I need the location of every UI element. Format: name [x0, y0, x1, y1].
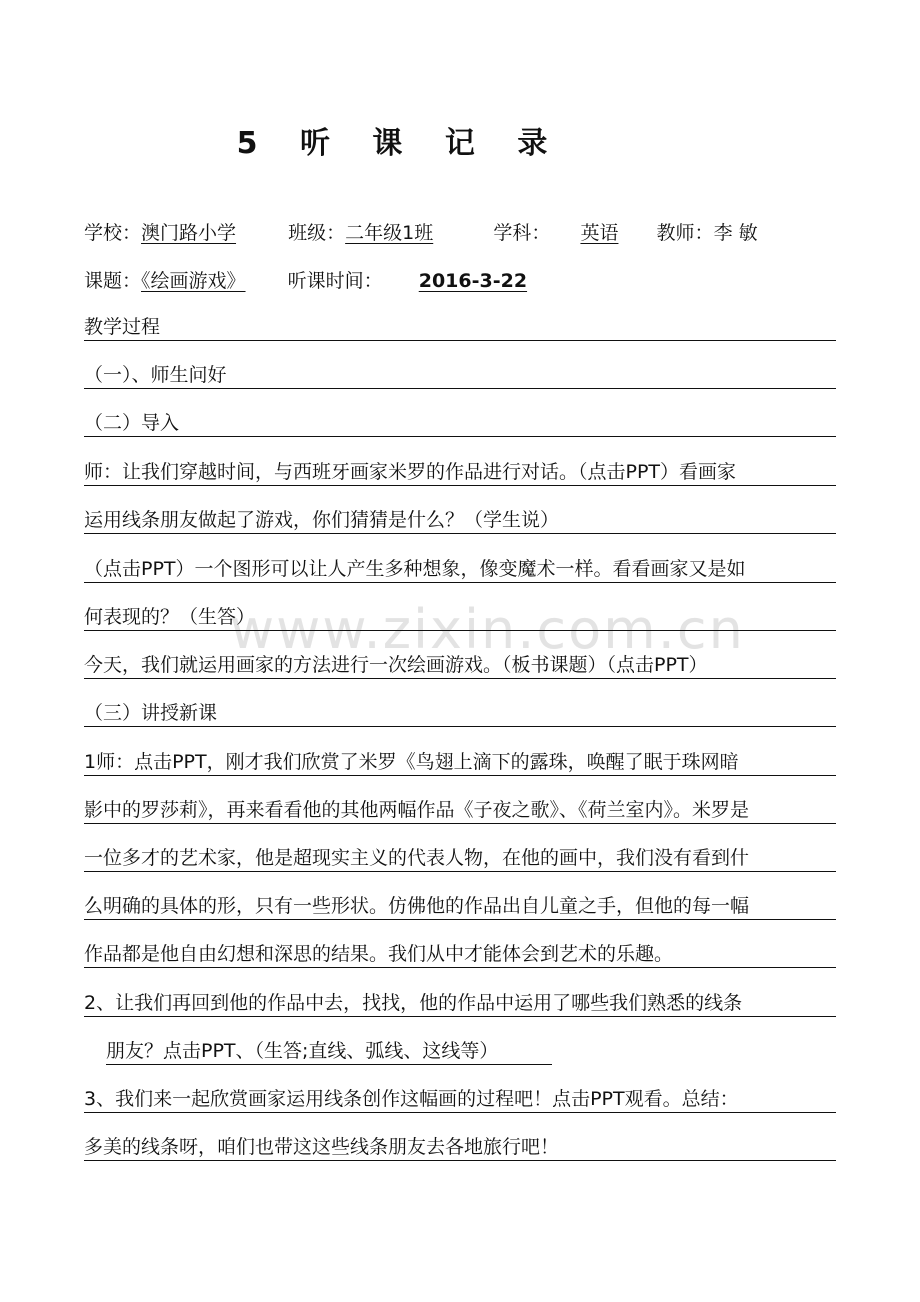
school-label: 学校：	[84, 222, 142, 244]
body-line: 么明确的具体的形，只有一些形状。仿佛他的作品出自儿童之手，但他的每一幅	[84, 893, 836, 920]
body-line: 1师：点击PPT，刚才我们欣赏了米罗《鸟翅上滴下的露珠，唤醒了眠于珠网暗	[84, 749, 836, 776]
time-label: 听课时间：	[287, 270, 383, 292]
class-label: 班级：	[288, 222, 346, 244]
body-line: 何表现的？（生答）	[84, 604, 836, 631]
body-line: 2、让我们再回到他的作品中去，找找，他的作品中运用了哪些我们熟悉的线条	[84, 990, 836, 1017]
body-line: 一位多才的艺术家，他是超现实主义的代表人物，在他的画中，我们没有看到什	[84, 845, 836, 872]
header-row-1	[84, 220, 836, 246]
body-line: （二）导入	[84, 410, 836, 437]
body-line: （点击PPT）一个图形可以让人产生多种想象，像变魔术一样。看看画家又是如	[84, 556, 836, 583]
body-line: 运用线条朋友做起了游戏，你们猜猜是什么？（学生说）	[84, 507, 836, 534]
class-value: 二年级1班	[345, 222, 434, 244]
subject-value: 英语	[580, 222, 619, 244]
school-value: 澳门路小学	[141, 222, 237, 244]
page-title: 5 听 课 记 录	[236, 126, 564, 161]
topic-value: 《绘画游戏》	[141, 270, 246, 292]
body-line: 3、我们来一起欣赏画家运用线条创作这幅画的过程吧！点击PPT观看。总结：	[84, 1086, 836, 1113]
body-line: 教学过程	[84, 314, 836, 341]
body-line: 影中的罗莎莉》，再来看看他的其他两幅作品《子夜之歌》、《荷兰室内》。米罗是	[84, 797, 836, 824]
header-row-2	[84, 268, 836, 294]
body-line: 多美的线条呀，咱们也带这这些线条朋友去各地旅行吧！	[84, 1134, 836, 1161]
teacher-label: 教师：	[656, 222, 714, 244]
teacher-value: 李 敏	[713, 222, 758, 244]
body-line: （一）、师生问好	[84, 362, 836, 389]
body-line: 今天，我们就运用画家的方法进行一次绘画游戏。（板书课题）（点击PPT）	[84, 652, 836, 679]
body-line: （三）讲授新课	[84, 700, 836, 727]
body-line: 师：让我们穿越时间，与西班牙画家米罗的作品进行对话。（点击PPT）看画家	[84, 459, 836, 486]
watermark: www.zixin.com.cn	[230, 598, 745, 661]
body-line: 作品都是他自由幻想和深思的结果。我们从中才能体会到艺术的乐趣。	[84, 941, 836, 968]
topic-label: 课题：	[84, 270, 142, 292]
time-value: 2016-3-22	[418, 270, 528, 292]
body-line: 朋友？点击PPT、（生答;直线、弧线、这线等）	[106, 1038, 552, 1065]
subject-label: 学科：	[493, 222, 551, 244]
